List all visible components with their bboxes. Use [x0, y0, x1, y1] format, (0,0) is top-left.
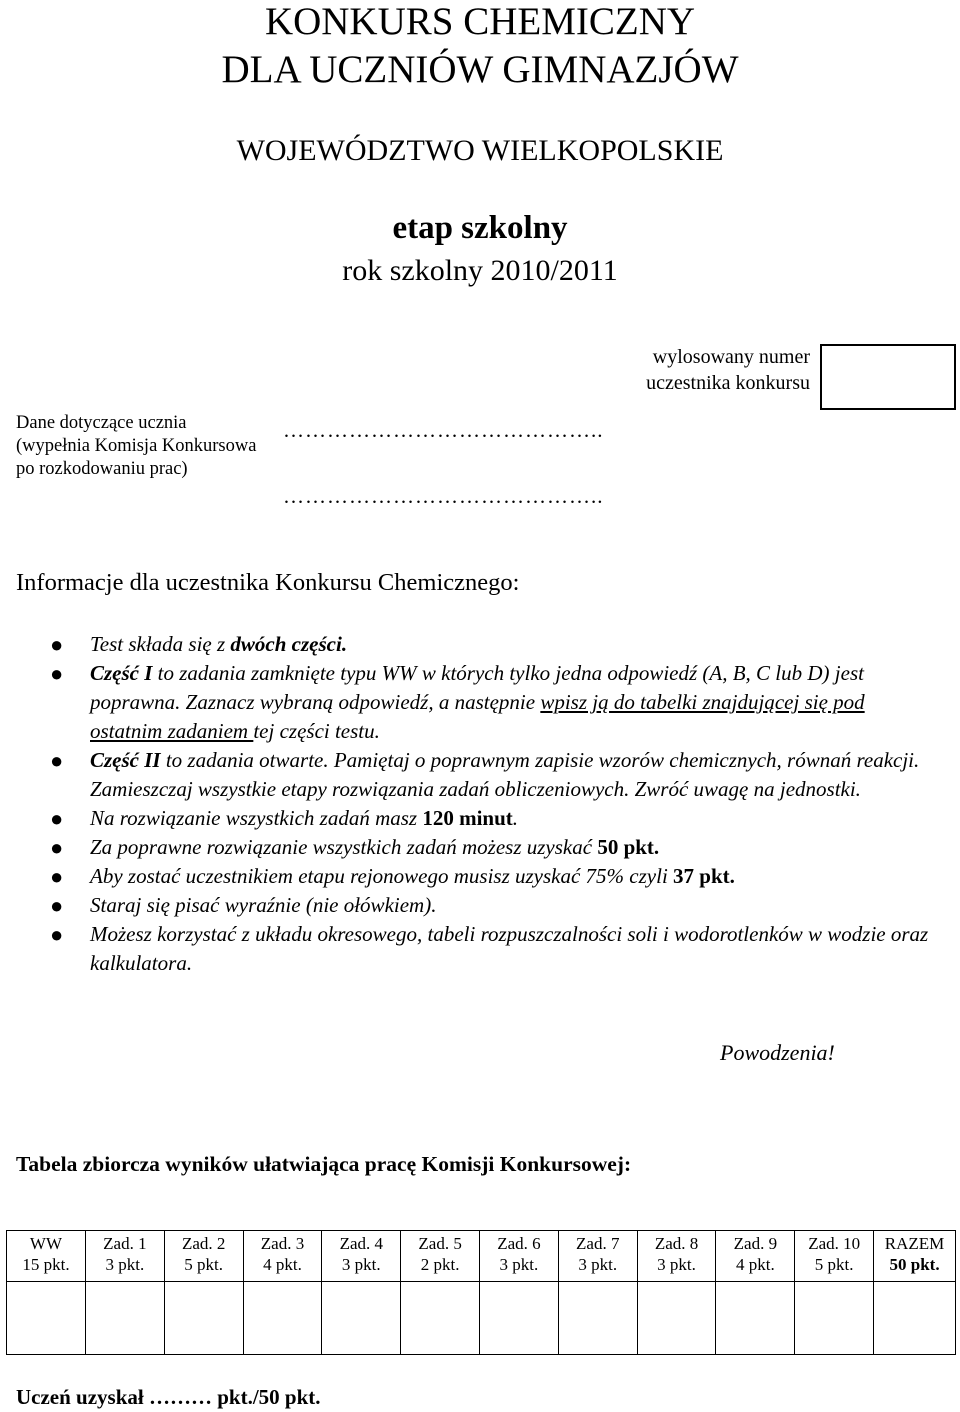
score-cell[interactable] — [795, 1282, 874, 1355]
score-column-header: WW 15 pkt. — [7, 1231, 86, 1282]
bullet-icon: ● — [50, 632, 64, 657]
student-data-line3: po rozkodowaniu prac) — [16, 459, 188, 479]
rule-item: ● Część I to zadania zamknięte typu WW w których tylko jedna odpowiedź (A, B, C lub D) jest poprawna. Zaznacz wybraną odpowiedź, a następnie wpisz ją do tabelki znajdującej się pod ostatnim zadaniem tej części testu. — [50, 661, 865, 743]
score-cell[interactable] — [637, 1282, 716, 1355]
bullet-icon: ● — [50, 835, 64, 860]
participant-number-label-line2: uczestnika konkursu — [646, 372, 810, 394]
stage-label: etap szkolny — [392, 210, 568, 246]
bullet-icon: ● — [50, 922, 64, 947]
rule-item: ● Test składa się z dwóch części. — [50, 632, 348, 657]
score-cell[interactable] — [401, 1282, 480, 1355]
bullet-icon: ● — [50, 864, 64, 889]
participant-number-box[interactable] — [820, 344, 956, 410]
rule-item: ● Na rozwiązanie wszystkich zadań masz 120 minut. — [50, 806, 519, 831]
rule-item: ● Za poprawne rozwiązanie wszystkich zadań możesz uzyskać 50 pkt. — [50, 835, 660, 860]
score-column-header: Zad. 8 3 pkt. — [637, 1231, 716, 1282]
region-label: WOJEWÓDZTWO WIELKOPOLSKIE — [236, 134, 724, 167]
score-column-header: Zad. 7 3 pkt. — [558, 1231, 637, 1282]
score-table — [6, 1230, 956, 1355]
score-column-header: Zad. 2 5 pkt. — [164, 1231, 243, 1282]
score-table-header-row — [7, 1231, 956, 1282]
student-data-field-2[interactable]: …………………………………….. — [283, 484, 604, 508]
rule-item: ● Staraj się pisać wyraźnie (nie ołówkiem). — [50, 893, 437, 918]
participant-number-label — [580, 344, 810, 396]
score-cell[interactable] — [322, 1282, 401, 1355]
student-data-line1: Dane dotyczące ucznia — [16, 413, 187, 433]
student-data-field-1[interactable]: …………………………………….. — [283, 418, 604, 442]
bullet-icon: ● — [50, 806, 64, 831]
score-column-header: Zad. 1 3 pkt. — [85, 1231, 164, 1282]
score-column-header-total: RAZEM 50 pkt. — [874, 1231, 956, 1282]
info-heading: Informacje dla uczestnika Konkursu Chemicznego: — [16, 569, 520, 596]
score-cell[interactable] — [85, 1282, 164, 1355]
score-table-entry-row — [7, 1282, 956, 1355]
rule-item: ● Część II to zadania otwarte. Pamiętaj o poprawnym zapisie wzorów chemicznych, równań reakcji. Zamieszczaj wszystkie etapy rozwiązania zadań obliczeniowych. Zwróć uwagę na jednostki. — [50, 748, 920, 801]
bullet-icon: ● — [50, 748, 64, 773]
title-line-1: KONKURS CHEMICZNY — [264, 0, 696, 43]
student-data-line2: (wypełnia Komisja Konkursowa — [16, 436, 257, 456]
score-cell[interactable] — [558, 1282, 637, 1355]
bullet-icon: ● — [50, 661, 64, 686]
school-year-label: rok szkolny 2010/2011 — [342, 254, 618, 287]
score-column-header: Zad. 5 2 pkt. — [401, 1231, 480, 1282]
score-column-header: Zad. 9 4 pkt. — [716, 1231, 795, 1282]
score-cell[interactable] — [164, 1282, 243, 1355]
bullet-icon: ● — [50, 893, 64, 918]
participant-number-label-line1: wylosowany numer — [652, 346, 810, 368]
rule-item: ● Możesz korzystać z układu okresowego, tabeli rozpuszczalności soli i wodorotlenków w wodzie oraz kalkulatora. — [50, 922, 929, 975]
score-cell[interactable] — [243, 1282, 322, 1355]
summary-heading: Tabela zbiorcza wyników ułatwiająca pracę Komisji Konkursowej: — [16, 1152, 632, 1176]
score-column-header: Zad. 10 5 pkt. — [795, 1231, 874, 1282]
score-column-header: Zad. 4 3 pkt. — [322, 1231, 401, 1282]
student-data-label — [16, 412, 276, 481]
score-column-header: Zad. 6 3 pkt. — [480, 1231, 559, 1282]
score-cell-total[interactable] — [874, 1282, 956, 1355]
closing-text: Powodzenia! — [720, 1040, 835, 1065]
title-line-2: DLA UCZNIÓW GIMNAZJÓW — [221, 48, 739, 91]
score-cell[interactable] — [716, 1282, 795, 1355]
student-score-line: Uczeń uzyskał ……… pkt./50 pkt. — [16, 1385, 321, 1409]
score-cell[interactable] — [480, 1282, 559, 1355]
rule-item: ● Aby zostać uczestnikiem etapu rejonowego musisz uzyskać 75% czyli 37 pkt. — [50, 864, 735, 889]
score-cell[interactable] — [7, 1282, 86, 1355]
rules-list — [50, 630, 930, 978]
score-column-header: Zad. 3 4 pkt. — [243, 1231, 322, 1282]
